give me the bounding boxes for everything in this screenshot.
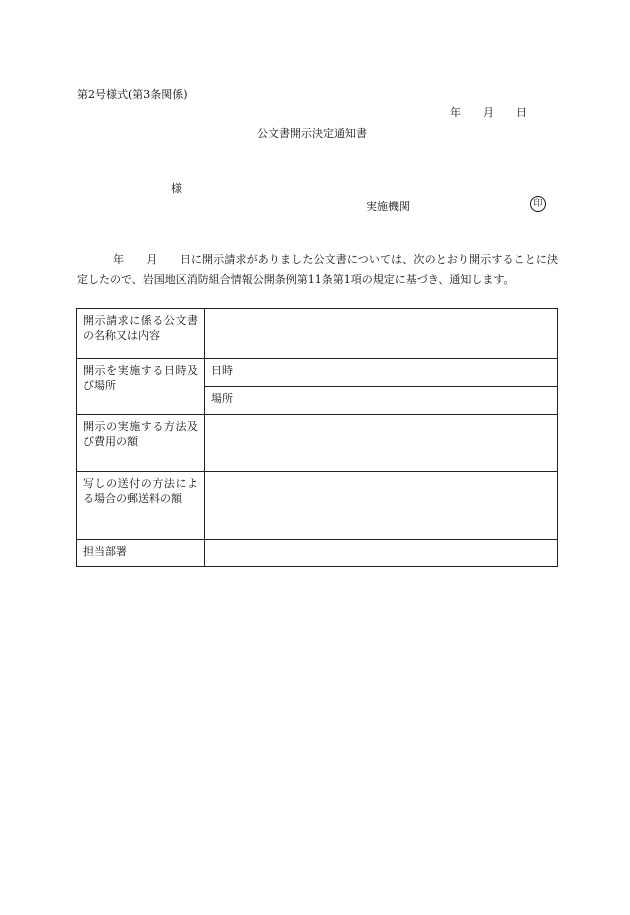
disclosure-info-table — [76, 308, 558, 567]
row4-value-cell — [205, 472, 558, 540]
row5-label: 担当部署 — [77, 540, 205, 567]
row4-label: 写しの送付の方法による場合の郵送料の額 — [77, 472, 205, 540]
row5-value-cell — [205, 540, 558, 567]
row2-place-label: 場所 — [211, 392, 233, 405]
row2-datetime-label: 日時 — [211, 364, 233, 377]
row3-label: 開示の実施する方法及び費用の額 — [77, 415, 205, 472]
body-month: 月 — [146, 253, 158, 266]
date-line: 年 月 日 — [450, 106, 527, 119]
table-row — [77, 415, 558, 472]
table-row — [77, 359, 558, 387]
body-year: 年 — [113, 253, 125, 266]
body-main-text: 日に開示請求がありました公文書については、次のとおり開示することに決定したので、岩国地区消防組合情報公開条例第11条第1項の規定に基づき、通知します。 — [77, 253, 559, 286]
table-row — [77, 309, 558, 359]
issuer-label: 実施機関 — [366, 200, 410, 213]
row1-value-cell — [205, 309, 558, 359]
row2-place-cell — [205, 387, 558, 415]
form-number: 第2号様式(第3条関係) — [77, 88, 188, 101]
row2-datetime-cell — [205, 359, 558, 387]
table-row — [77, 472, 558, 540]
seal-mark: 印 — [530, 196, 546, 212]
row1-label: 開示請求に係る公文書の名称又は内容 — [77, 309, 205, 359]
table-row — [77, 540, 558, 567]
row2-label: 開示を実施する日時及び場所 — [77, 359, 205, 415]
addressee-suffix: 様 — [171, 182, 182, 195]
row3-value-cell — [205, 415, 558, 472]
body-paragraph — [77, 250, 558, 290]
document-title: 公文書開示決定通知書 — [257, 127, 367, 140]
